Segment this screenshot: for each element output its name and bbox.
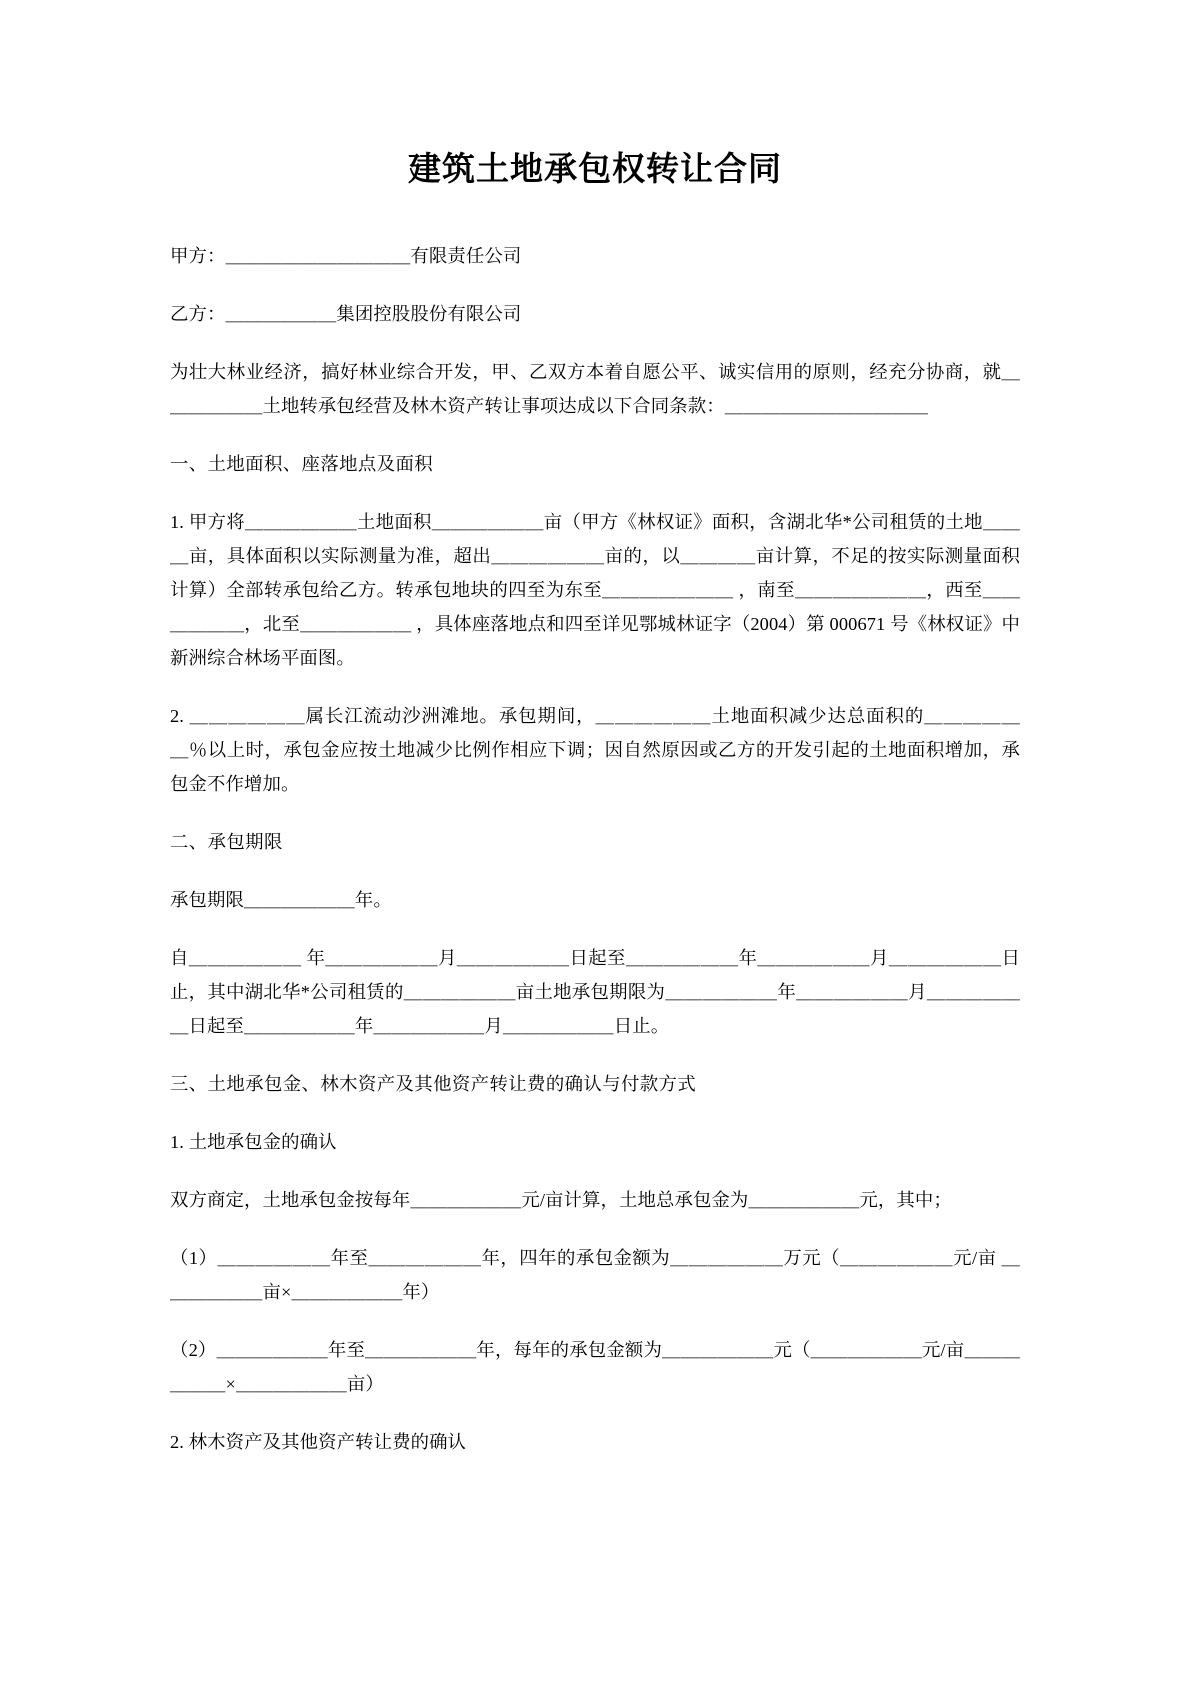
section-heading-1: 一、土地面积、座落地点及面积 [170, 453, 434, 474]
spacer [170, 1217, 1020, 1241]
spacer [170, 1159, 1020, 1183]
spacer [170, 423, 1020, 447]
section-1-clause-1: 1. 甲方将＿＿＿＿＿＿土地面积＿＿＿＿＿＿亩（甲方《林权证》面积，含湖北华*公司租赁的土地＿＿＿亩，具体面积以实际测量为准，超出＿＿＿＿＿＿亩的，以＿＿＿＿亩计算，不足的按实际测量面积计算）全部转承包给乙方。转承包地块的四至为东至＿＿＿＿＿＿＿ ，南至＿＿＿＿＿＿＿，西至＿＿＿＿＿＿，北至＿＿＿＿＿＿ ，具体座落地点和四至详见鄂城林证字（2004）第 000671 号《林权证》中新洲综合林场平面图。 [170, 511, 1020, 668]
section-1-clause-2: 2. ＿＿＿＿＿＿属长江流动沙洲滩地。承包期间，＿＿＿＿＿＿土地面积减少达总面积的＿＿＿＿＿＿％以上时，承包金应按土地减少比例作相应下调；因自然原因或乙方的开发引起的土地面积增加，承包金不作增加。 [170, 705, 1020, 794]
spacer [170, 1101, 1020, 1125]
page-title: 建筑土地承包权转让合同 [408, 152, 782, 188]
section-heading-2: 二、承包期限 [170, 831, 283, 852]
section-2-clause-1: 承包期限＿＿＿＿＿＿年。 [170, 889, 392, 910]
section-3-clause-1: 1. 土地承包金的确认 [170, 1131, 337, 1152]
party-line-jiafang: 甲方：＿＿＿＿＿＿＿＿＿＿有限责任公司 [170, 245, 522, 266]
spacer [170, 859, 1020, 883]
section-3-clause-4: （2）＿＿＿＿＿＿年至＿＿＿＿＿＿年，每年的承包金额为＿＿＿＿＿＿元（＿＿＿＿＿＿元/亩＿＿＿＿＿＿×＿＿＿＿＿＿亩） [170, 1339, 1020, 1394]
section-3-clause-2: 双方商定，土地承包金按每年＿＿＿＿＿＿元/亩计算，土地总承包金为＿＿＿＿＿＿元，其中； [170, 1189, 952, 1210]
spacer [170, 1043, 1020, 1067]
spacer [170, 481, 1020, 505]
spacer [170, 1401, 1020, 1425]
preamble-paragraph: 为壮大林业经济，搞好林业综合开发，甲、乙双方本着自愿公平、诚实信用的原则，经充分协商，就＿＿＿＿＿＿土地转承包经营及林木资产转让事项达成以下合同条款：＿＿＿＿＿＿＿＿＿＿＿ [170, 361, 1020, 416]
spacer [170, 331, 1020, 355]
spacer [170, 675, 1020, 699]
spacer [170, 917, 1020, 941]
section-2-clause-2: 自＿＿＿＿＿＿ 年＿＿＿＿＿＿月＿＿＿＿＿＿日起至＿＿＿＿＿＿年＿＿＿＿＿＿月＿＿＿＿＿＿日止，其中湖北华*公司租赁的＿＿＿＿＿＿亩土地承包期限为＿＿＿＿＿＿年＿＿＿＿＿＿月＿＿＿＿＿＿日起至＿＿＿＿＿＿年＿＿＿＿＿＿月＿＿＿＿＿＿日止。 [170, 947, 1020, 1036]
spacer [170, 193, 1020, 239]
section-heading-3: 三、土地承包金、林木资产及其他资产转让费的确认与付款方式 [170, 1073, 697, 1094]
spacer [170, 801, 1020, 825]
spacer [170, 273, 1020, 297]
spacer [170, 1309, 1020, 1333]
party-line-yifang: 乙方：＿＿＿＿＿＿集团控股股份有限公司 [170, 303, 522, 324]
section-3-clause-5: 2. 林木资产及其他资产转让费的确认 [170, 1431, 467, 1452]
section-3-clause-3: （1）＿＿＿＿＿＿年至＿＿＿＿＿＿年，四年的承包金额为＿＿＿＿＿＿万元（＿＿＿＿＿＿元/亩 ＿＿＿＿＿＿亩×＿＿＿＿＿＿年） [170, 1247, 1020, 1302]
